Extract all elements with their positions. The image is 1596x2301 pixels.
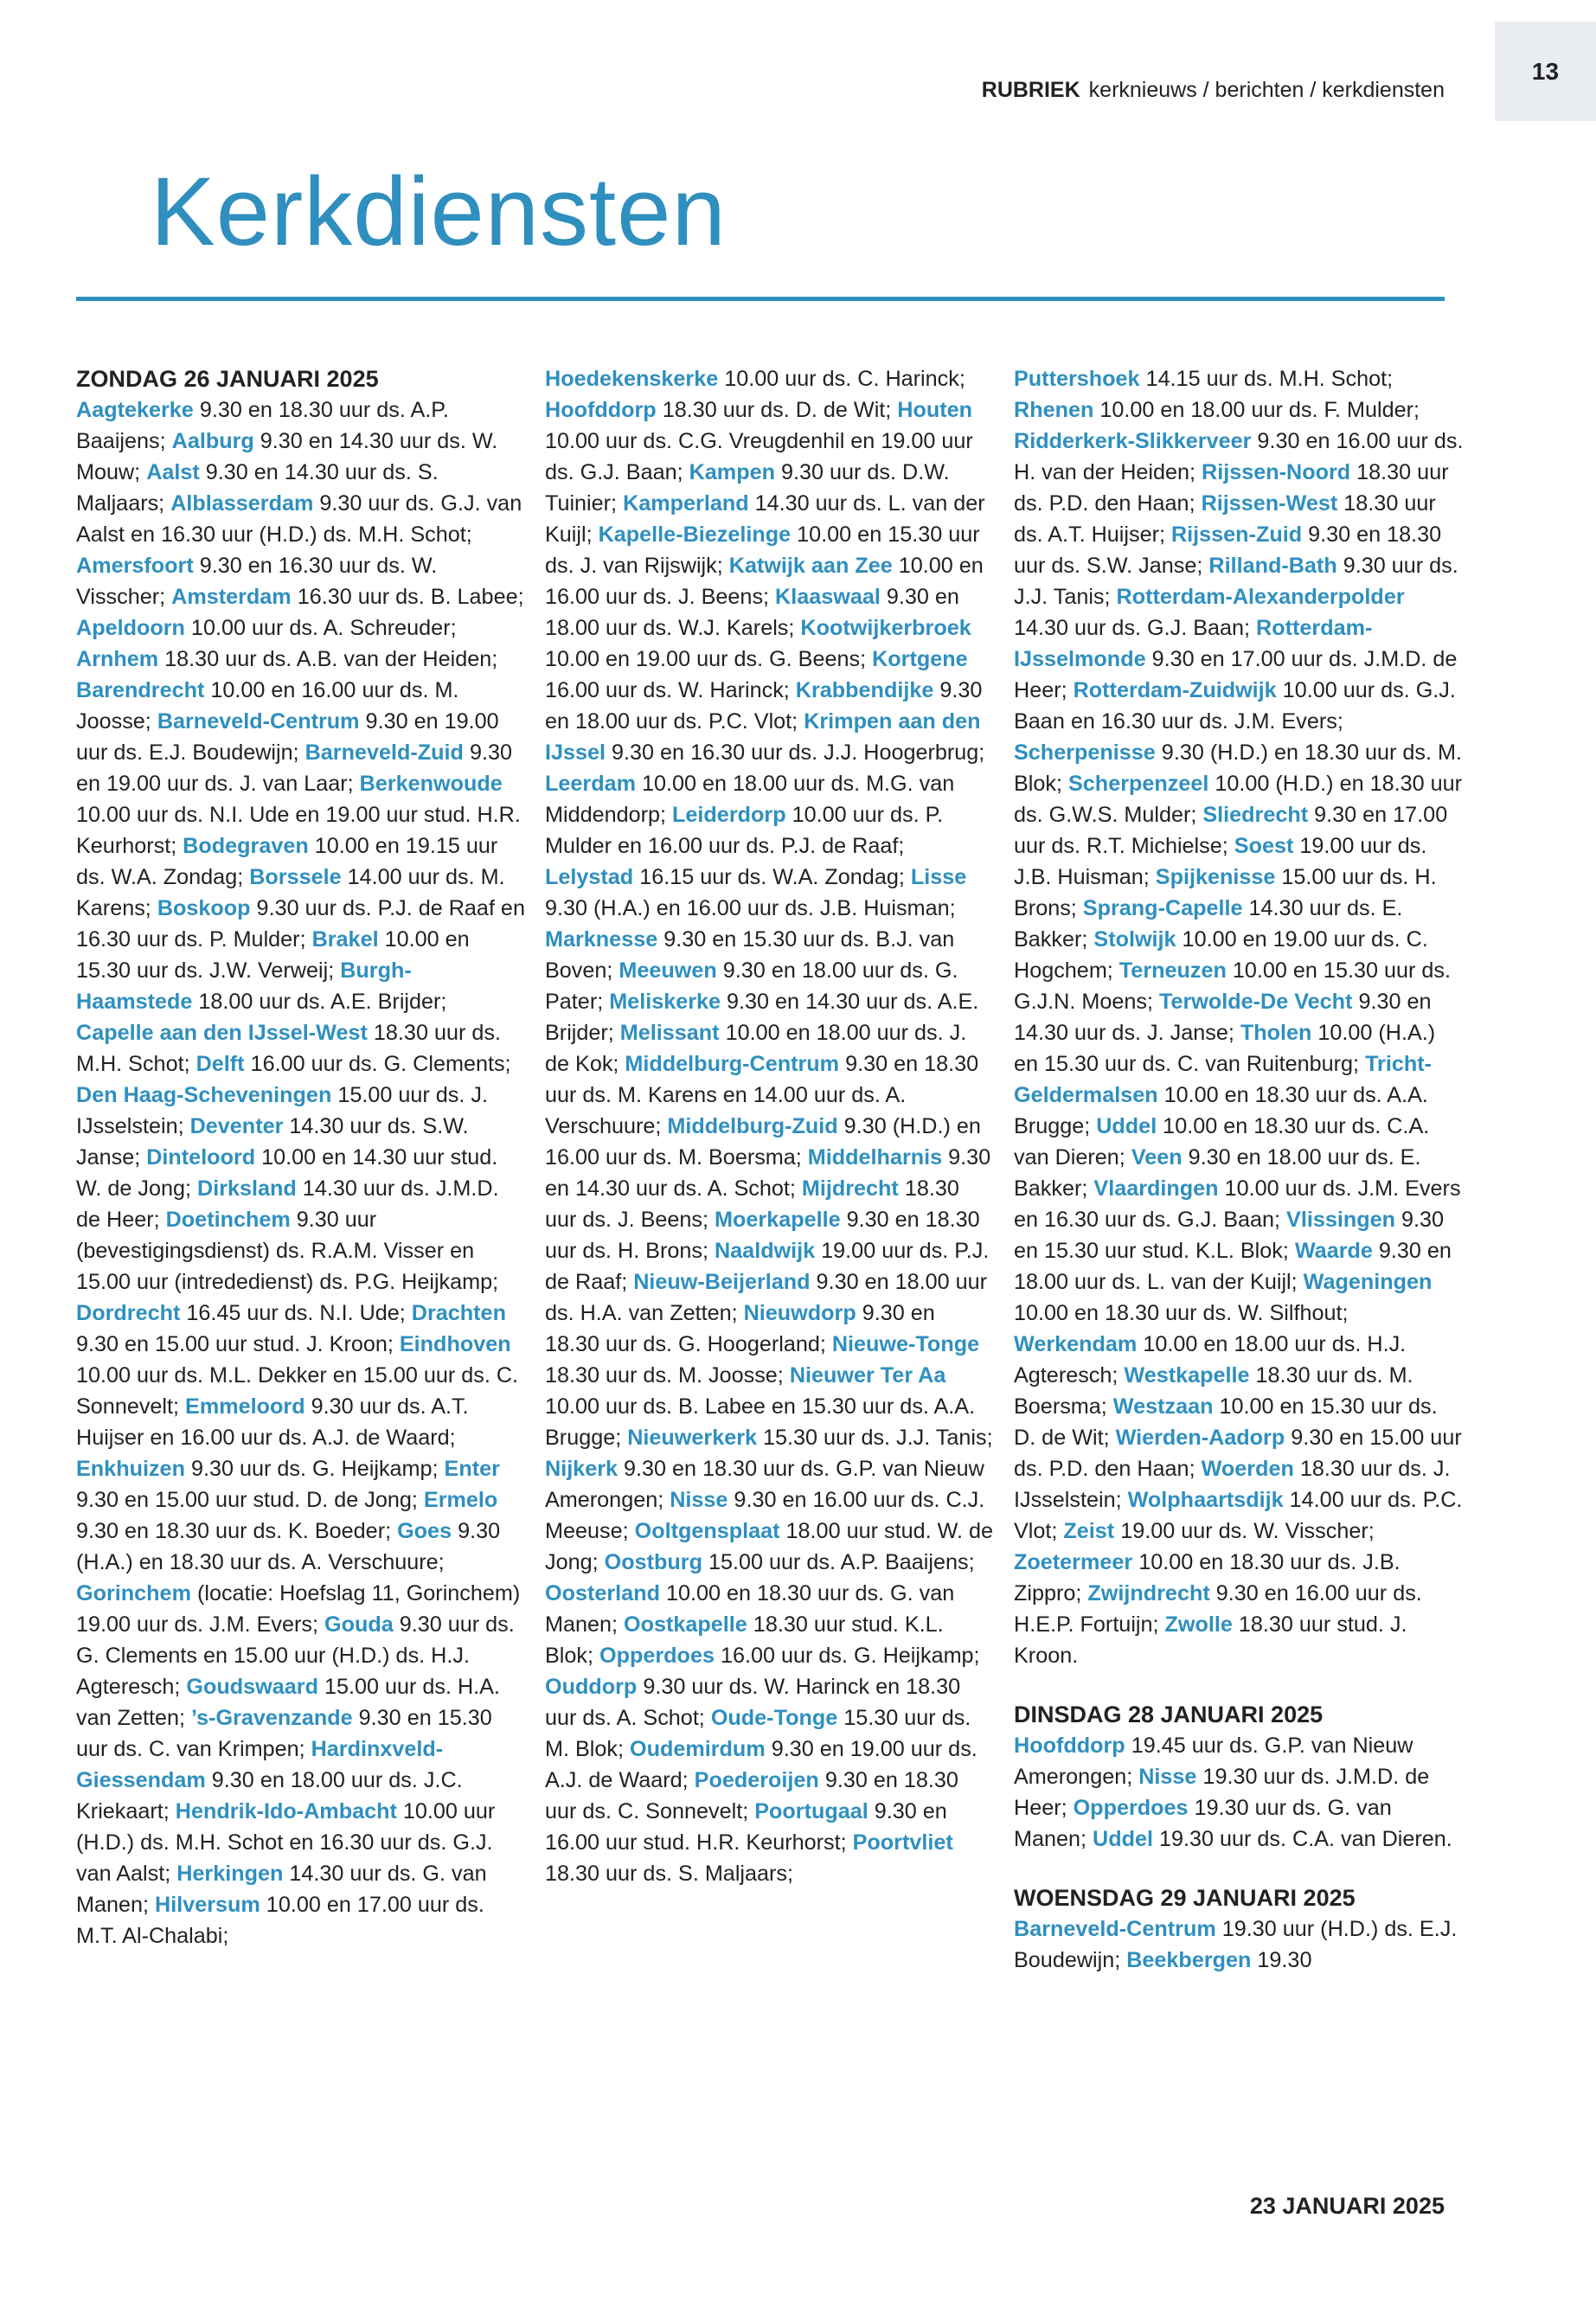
service-details: 19.30 uur ds. G. van Manen; <box>1014 1796 1392 1851</box>
church-location: Opperdoes <box>1073 1796 1189 1820</box>
church-location: Apeldoorn <box>76 616 185 640</box>
church-location: Nieuwerkerk <box>627 1426 758 1450</box>
service-details: 9.30 en 19.00 uur ds. A.J. de Waard; <box>545 1737 977 1792</box>
column-2 <box>545 363 995 1889</box>
church-location: Nieuw-Beijerland <box>633 1270 811 1294</box>
church-location: Wierden-Aadorp <box>1115 1426 1285 1450</box>
rubric-path: kerknieuws / berichten / kerkdiensten <box>1088 78 1445 102</box>
service-details: 10.00 en 18.30 uur ds. G. van Manen; <box>545 1581 955 1637</box>
church-location: Rotterdam-IJsselmonde <box>1014 616 1373 671</box>
church-location: Borssele <box>249 865 342 889</box>
service-details: 9.30 uur ds. G. Clements en 15.00 uur (H.D.) ds. H.J. Agteresch; <box>76 1612 515 1699</box>
service-details: 18.30 uur ds. S. Maljaars; <box>545 1862 793 1886</box>
church-location: Barendrecht <box>76 678 205 702</box>
service-details: 9.30 en 19.00 uur ds. J. van Laar; <box>76 740 512 796</box>
service-details: 10.00 uur ds. C. Harinck; <box>718 367 965 391</box>
service-details: 9.30 en 18.00 uur ds. E. Bakker; <box>1014 1145 1421 1201</box>
service-details: 9.30 en 14.30 uur ds. W. Mouw; <box>76 429 498 484</box>
church-location: Kapelle-Biezelinge <box>598 522 792 547</box>
church-location: Zoetermeer <box>1014 1550 1133 1574</box>
church-location: Ouddorp <box>545 1675 638 1699</box>
church-location: Westzaan <box>1112 1394 1214 1419</box>
church-location: Bodegraven <box>183 834 309 858</box>
service-details: 19.00 uur ds. J.B. Huisman; <box>1014 834 1427 889</box>
service-details: 9.30 (H.D.) en 16.00 uur ds. M. Boersma; <box>545 1114 981 1170</box>
service-entries <box>545 367 993 1886</box>
service-details: 10.00 en 18.00 uur ds. F. Mulder; <box>1093 398 1420 422</box>
church-location: Eindhoven <box>399 1332 511 1356</box>
service-details: 14.15 uur ds. M.H. Schot; <box>1139 367 1394 391</box>
service-details: 10.00 uur ds. B. Labee en 15.30 uur ds. A.A. Brugge; <box>545 1394 976 1450</box>
church-location: Wageningen <box>1303 1270 1433 1294</box>
church-location: Oostkapelle <box>624 1612 747 1637</box>
church-location: Berkenwoude <box>359 772 503 796</box>
service-details: 18.00 uur ds. A.E. Brijder; <box>192 990 447 1014</box>
church-location: Barneveld-Centrum <box>157 709 360 734</box>
service-details: 9.30 uur ds. G. Heijkamp; <box>184 1457 445 1481</box>
day-block <box>76 363 526 1952</box>
church-location: Doetinchem <box>165 1208 291 1232</box>
church-location: Tholen <box>1240 1021 1312 1045</box>
church-location: Werkendam <box>1014 1332 1138 1356</box>
service-details: 9.30 en 16.00 uur ds. H.E.P. Fortuijn; <box>1014 1581 1422 1637</box>
church-location: Middelburg-Zuid <box>667 1114 838 1138</box>
service-details: 9.30 en 14.30 uur ds. S. Maljaars; <box>76 460 439 516</box>
service-details: 18.30 uur ds. J. Beens; <box>545 1176 959 1232</box>
service-details: 9.30 uur ds. P.J. de Raaf en 16.30 uur ds. P. Mulder; <box>76 896 525 952</box>
church-location: Boskoop <box>157 896 251 920</box>
church-location: Burgh-Haamstede <box>76 958 412 1014</box>
service-details: 19.30 uur (H.D.) ds. E.J. Boudewijn; <box>1014 1917 1458 1972</box>
church-location: Kampen <box>689 460 775 484</box>
service-details: 9.30 en 16.30 uur ds. J.J. Hoogerbrug; <box>606 740 985 765</box>
service-details: 10.00 en 18.00 uur ds. M.G. van Middendorp; <box>545 772 955 827</box>
service-details: 19.00 uur ds. P.J. de Raaf; <box>545 1239 990 1294</box>
church-location: ’s-Gravenzande <box>191 1706 353 1730</box>
church-location: Katwijk aan Zee <box>728 554 893 578</box>
service-details: 14.30 uur ds. E. Bakker; <box>1014 896 1403 952</box>
service-details: 9.30 en 18.00 uur ds. G. Pater; <box>545 958 958 1014</box>
church-location: Meeuwen <box>619 958 717 983</box>
title-divider <box>76 297 1445 301</box>
church-location: Puttershoek <box>1014 367 1140 391</box>
service-details: 9.30 en 15.30 uur ds. C. van Krimpen; <box>76 1706 492 1761</box>
church-location: Nisse <box>1138 1765 1197 1789</box>
church-location: Amersfoort <box>76 554 194 578</box>
church-location: Terwolde-De Vecht <box>1158 990 1353 1014</box>
service-details: 15.30 uur ds. M. Blok; <box>545 1706 971 1761</box>
service-details: 15.00 uur ds. H. Brons; <box>1014 865 1437 920</box>
church-location: Amsterdam <box>171 585 292 609</box>
church-location: Middelburg-Centrum <box>625 1052 840 1076</box>
church-location: Aagtekerke <box>76 398 194 422</box>
service-details: 14.30 uur ds. L. van der Kuijl; <box>545 491 985 547</box>
church-location: Krimpen aan den IJssel <box>545 709 981 765</box>
service-details: 19.30 uur ds. J.M.D. de Heer; <box>1014 1765 1430 1820</box>
service-details: 10.00 uur ds. P. Mulder en 16.00 uur ds. P.J. de Raaf; <box>545 803 944 858</box>
service-details: 18.30 uur stud. J. Kroon. <box>1014 1612 1407 1668</box>
service-details: 9.30 en 18.30 uur ds. G. Hoogerland; <box>545 1301 935 1356</box>
service-entries <box>1014 1917 1457 1972</box>
service-details: 10.00 uur ds. J.M. Evers en 16.30 uur ds. G.J. Baan; <box>1014 1176 1461 1232</box>
service-details: 10.00 en 18.30 uur ds. A.A. Brugge; <box>1014 1083 1428 1138</box>
church-location: Emmeloord <box>185 1394 305 1419</box>
church-location: Soest <box>1234 834 1294 858</box>
service-details: 18.00 uur stud. W. de Jong; <box>545 1519 993 1574</box>
service-details: 9.30 uur (bevestigingsdienst) ds. R.A.M. Visser en 15.00 uur (intrededienst) ds. P.G. Heijkamp; <box>76 1208 499 1294</box>
church-location: Waarde <box>1294 1239 1373 1263</box>
service-details: 10.00 en 19.00 uur ds. C. Hogchem; <box>1014 927 1428 983</box>
service-details: 9.30 en 15.00 uur stud. D. de Jong; <box>76 1488 424 1512</box>
service-details: 9.30 en 15.00 uur stud. J. Kroon; <box>76 1332 400 1356</box>
church-location: Oude-Tonge <box>710 1706 838 1730</box>
church-location: Uddel <box>1093 1827 1153 1851</box>
day-heading: WOENSDAG 29 JANUARI 2025 <box>1014 1885 1356 1911</box>
service-details: 18.30 uur ds. A.T. Huijser; <box>1014 491 1436 547</box>
service-entries <box>1014 1734 1452 1851</box>
church-location: Rilland-Bath <box>1208 554 1337 578</box>
church-location: Melissant <box>619 1021 720 1045</box>
church-location: Den Haag-Scheveningen <box>76 1083 332 1107</box>
service-details: 18.30 uur ds. M. Joosse; <box>545 1363 790 1388</box>
church-location: Wolphaartsdijk <box>1127 1488 1284 1512</box>
service-details: 9.30 en 18.00 uur ds. J.C. Kriekaart; <box>76 1768 463 1823</box>
service-details: 9.30 en 18.30 uur ds. K. Boeder; <box>76 1519 398 1543</box>
service-details: 10.00 uur (H.D.) ds. M.H. Schot en 16.30 uur ds. G.J. van Aalst; <box>76 1799 496 1886</box>
church-location: Deventer <box>189 1114 284 1138</box>
church-location: Nieuwdorp <box>743 1301 856 1325</box>
church-location: Arnhem <box>76 647 159 671</box>
service-details: 9.30 en 18.30 uur ds. G.P. van Nieuw Amerongen; <box>545 1457 984 1512</box>
service-details: 10.00 en 18.30 uur ds. W. Silfhout; <box>1014 1301 1349 1325</box>
day-block-continued <box>545 363 995 1889</box>
service-details: 10.00 (H.A.) en 15.30 uur ds. C. van Ruitenburg; <box>1014 1021 1436 1076</box>
service-details: 10.00 en 15.30 uur ds. J. van Rijswijk; <box>545 522 980 578</box>
church-location: Leiderdorp <box>672 803 786 827</box>
service-details: 9.30 en 18.00 uur ds. H.A. van Zetten; <box>545 1270 988 1325</box>
service-details: 10.00 en 15.30 uur ds. J.W. Verweij; <box>76 927 470 983</box>
service-details: 19.45 uur ds. G.P. van Nieuw Amerongen; <box>1014 1734 1413 1789</box>
church-location: Aalburg <box>171 429 254 453</box>
church-location: Hendrik-Ido-Ambacht <box>175 1799 397 1823</box>
service-details: 9.30 en 18.00 uur ds. W.J. Karels; <box>545 585 959 640</box>
church-location: Scherpenzeel <box>1068 772 1209 796</box>
service-details: 15.30 uur ds. J.J. Tanis; <box>757 1426 993 1450</box>
church-location: Zwijndrecht <box>1087 1581 1210 1606</box>
church-location: Middelharnis <box>807 1145 943 1170</box>
service-details: 14.30 uur ds. G. van Manen; <box>76 1862 487 1917</box>
service-details: 10.00 (H.D.) en 18.30 uur ds. G.W.S. Mulder; <box>1014 772 1463 827</box>
page-number: 13 <box>1495 22 1596 121</box>
church-location: Woerden <box>1201 1457 1294 1481</box>
service-details: 9.30 en 19.00 uur ds. E.J. Boudewijn; <box>76 709 499 765</box>
service-details: 10.00 en 18.30 uur ds. C.A. van Dieren; <box>1014 1114 1430 1170</box>
column-1 <box>76 363 526 1952</box>
church-location: Hardinxveld-Giessendam <box>76 1737 444 1792</box>
service-details: 9.30 en 15.30 uur stud. K.L. Blok; <box>1014 1208 1445 1263</box>
service-details: 9.30 uur ds. A.T. Huijser en 16.00 uur ds. A.J. de Waard; <box>76 1394 469 1450</box>
church-location: Sprang-Capelle <box>1082 896 1243 920</box>
church-location: Houten <box>897 398 973 422</box>
service-details: 10.00 uur ds. N.I. Ude en 19.00 uur stud. H.R. Keurhorst; <box>76 803 521 858</box>
church-location: Kootwijkerbroek <box>800 616 971 640</box>
church-location: Alblasserdam <box>170 491 314 516</box>
service-details: 14.00 uur ds. P.C. Vlot; <box>1014 1488 1463 1543</box>
church-location: Herkingen <box>176 1862 284 1886</box>
service-details: 18.30 uur stud. K.L. Blok; <box>545 1612 944 1668</box>
church-location: Poortugaal <box>754 1799 869 1823</box>
service-details: 9.30 en 16.00 uur ds. C.J. Meeuse; <box>545 1488 985 1543</box>
church-location: Sliedrecht <box>1202 803 1309 827</box>
church-location: Barneveld-Centrum <box>1014 1917 1216 1941</box>
service-details: 18.30 uur ds. M. Boersma; <box>1014 1363 1413 1419</box>
service-details: 10.00 en 17.00 uur ds. M.T. Al-Chalabi; <box>76 1893 484 1948</box>
church-location: Vlaardingen <box>1093 1176 1219 1201</box>
service-details: 18.30 uur ds. P.D. den Haan; <box>1014 460 1449 516</box>
rubric-header <box>982 78 1445 103</box>
service-details: 16.00 uur ds. G. Clements; <box>244 1052 511 1076</box>
service-details: 9.30 uur ds. J.J. Tanis; <box>1014 554 1458 609</box>
church-location: Rotterdam-Zuidwijk <box>1073 678 1277 702</box>
church-location: Hilversum <box>155 1893 260 1917</box>
church-location: Hoofddorp <box>1014 1734 1125 1758</box>
church-location: Delft <box>195 1052 245 1076</box>
church-location: Leerdam <box>545 772 636 796</box>
service-details: 15.00 uur ds. J. IJsselstein; <box>76 1083 488 1138</box>
day-heading: DINSDAG 28 JANUARI 2025 <box>1014 1702 1324 1727</box>
day-block <box>1014 1882 1464 1976</box>
service-details: 10.00 en 14.30 uur stud. W. de Jong; <box>76 1145 498 1201</box>
service-details: 10.00 en 18.00 uur ds. J. de Kok; <box>545 1021 967 1076</box>
service-details: 10.00 en 16.00 uur ds. M. Joosse; <box>76 678 459 734</box>
service-details: 9.30 en 15.30 uur ds. B.J. van Boven; <box>545 927 955 983</box>
church-location: Nieuwe-Tonge <box>831 1332 980 1356</box>
service-details: 18.30 uur ds. D. de Wit; <box>656 398 898 422</box>
column-3 <box>1014 363 1464 1976</box>
church-location: Lelystad <box>545 865 634 889</box>
service-details: 16.00 uur ds. W. Harinck; <box>545 678 796 702</box>
service-details: 9.30 en 18.30 uur ds. A.P. Baaijens; <box>76 398 449 453</box>
church-location: Nieuwer Ter Aa <box>789 1363 946 1388</box>
church-location: Dordrecht <box>76 1301 181 1325</box>
service-entries <box>1014 367 1464 1668</box>
church-location: Nisse <box>670 1488 728 1512</box>
church-location: Uddel <box>1096 1114 1157 1138</box>
church-location: Oosterland <box>545 1581 660 1606</box>
service-details: 10.00 en 15.30 uur ds. G.J.N. Moens; <box>1014 958 1451 1014</box>
service-details: 9.30 en 18.30 uur ds. S.W. Janse; <box>1014 522 1442 578</box>
church-location: Tricht-Geldermalsen <box>1014 1052 1433 1107</box>
church-location: Marknesse <box>545 927 658 952</box>
church-location: Ooltgensplaat <box>634 1519 780 1543</box>
service-details: 9.30 uur ds. G.J. van Aalst en 16.30 uur (H.D.) ds. M.H. Schot; <box>76 491 522 547</box>
church-location: Kortgene <box>872 647 968 671</box>
church-location: Poortvliet <box>852 1830 953 1855</box>
church-location: Spijkenisse <box>1155 865 1276 889</box>
service-details: 9.30 en 18.00 uur ds. L. van der Kuijl; <box>1014 1239 1452 1294</box>
church-location: Ridderkerk-Slikkerveer <box>1014 429 1252 453</box>
church-location: Terneuzen <box>1118 958 1227 983</box>
church-location: Moerkapelle <box>715 1208 841 1232</box>
church-location: Barneveld-Zuid <box>304 740 464 765</box>
church-location: Stolwijk <box>1093 927 1176 952</box>
day-heading: ZONDAG 26 JANUARI 2025 <box>76 366 379 392</box>
church-location: Gorinchem <box>76 1581 191 1606</box>
church-location: Enter <box>444 1457 500 1481</box>
service-details: 10.00 en 18.30 uur ds. J.B. Zippro; <box>1014 1550 1401 1606</box>
service-details: 9.30 uur ds. W. Harinck en 18.30 uur ds. A. Schot; <box>545 1675 961 1730</box>
service-details: 10.00 uur ds. M.L. Dekker en 15.00 uur ds. C. Sonnevelt; <box>76 1363 519 1419</box>
service-details: 9.30 en 18.30 uur ds. C. Sonnevelt; <box>545 1768 958 1823</box>
service-details: 15.00 uur ds. A.P. Baaijens; <box>702 1550 975 1574</box>
service-details: 18.30 uur ds. J. IJsselstein; <box>1014 1457 1451 1512</box>
service-details: 9.30 en 15.00 uur ds. P.D. den Haan; <box>1014 1426 1462 1481</box>
church-location: Enkhuizen <box>76 1457 185 1481</box>
service-details: 9.30 en 16.00 uur ds. H. van der Heiden; <box>1014 429 1464 484</box>
service-details: 9.30 uur ds. D.W. Tuinier; <box>545 460 950 516</box>
church-location: Goes <box>397 1519 452 1543</box>
day-block <box>1014 1699 1464 1855</box>
service-details: 9.30 (H.D.) en 18.30 uur ds. M. Blok; <box>1014 740 1462 796</box>
church-location: Krabbendijke <box>795 678 934 702</box>
service-details: 14.00 uur ds. M. Karens; <box>76 865 505 920</box>
church-location: Mijdrecht <box>801 1176 899 1201</box>
church-location: Oostburg <box>604 1550 702 1574</box>
service-details: (locatie: Hoefslag 11, Gorinchem) 19.00 uur ds. J.M. Evers; <box>76 1581 521 1637</box>
church-location: Dinteloord <box>146 1145 256 1170</box>
service-details: 10.00 uur ds. A. Schreuder; <box>184 616 457 640</box>
service-details: 10.00 uur ds. G.J. Baan en 16.30 uur ds. J.M. Evers; <box>1014 678 1456 734</box>
day-block-continued <box>1014 363 1464 1671</box>
service-details: 10.00 en 19.00 uur ds. G. Beens; <box>545 647 873 671</box>
church-location: Ermelo <box>423 1488 498 1512</box>
church-location: Drachten <box>411 1301 506 1325</box>
church-location: Zeist <box>1063 1519 1115 1543</box>
church-location: Kamperland <box>623 491 749 516</box>
church-location: Aalst <box>146 460 200 484</box>
church-location: Goudswaard <box>186 1675 318 1699</box>
church-location: Nijkerk <box>545 1457 619 1481</box>
church-location: Rijssen-West <box>1201 491 1338 516</box>
service-details: 9.30 en 18.00 uur ds. P.C. Vlot; <box>545 678 983 734</box>
service-details: 9.30 en 17.00 uur ds. J.M.D. de Heer; <box>1014 647 1458 702</box>
church-location: Veen <box>1131 1145 1183 1170</box>
service-details: 16.15 uur ds. W.A. Zondag; <box>633 865 911 889</box>
church-location: Rijssen-Zuid <box>1170 522 1303 547</box>
service-details: 10.00 en 16.00 uur ds. J. Beens; <box>545 554 984 609</box>
service-details: 9.30 en 14.30 uur ds. J. Janse; <box>1014 990 1432 1045</box>
service-details: 9.30 en 18.30 uur ds. H. Brons; <box>545 1208 980 1263</box>
church-location: Rotterdam-Alexanderpolder <box>1116 585 1405 609</box>
church-location: Zwolle <box>1164 1612 1233 1637</box>
service-details: 10.00 uur ds. C.G. Vreugdenhil en 19.00 uur ds. G.J. Baan; <box>545 429 973 484</box>
church-location: Scherpenisse <box>1014 740 1156 765</box>
service-details: 10.00 en 15.30 uur ds. D. de Wit; <box>1014 1394 1438 1450</box>
service-entries <box>76 398 525 1948</box>
church-location: Capelle aan den IJssel-West <box>76 1021 368 1045</box>
service-details: 14.30 uur ds. G.J. Baan; <box>1014 616 1257 640</box>
church-location: Dirksland <box>197 1176 297 1201</box>
service-details: 18.30 uur ds. M.H. Schot; <box>76 1021 501 1076</box>
church-location: Naaldwijk <box>714 1239 816 1263</box>
rubric-label: RUBRIEK <box>981 78 1080 102</box>
church-location: Gouda <box>324 1612 394 1637</box>
church-location: Rijssen-Noord <box>1202 460 1351 484</box>
service-details: 9.30 (H.A.) en 16.00 uur ds. J.B. Huisman; <box>545 896 956 920</box>
church-location: Oudemirdum <box>629 1737 766 1761</box>
service-details: 18.30 uur ds. A.B. van der Heiden; <box>158 647 498 671</box>
church-location: Meliskerke <box>609 990 721 1014</box>
service-details: 16.00 uur ds. G. Heijkamp; <box>714 1644 980 1668</box>
church-location: Rhenen <box>1014 398 1094 422</box>
service-details: 16.30 uur ds. B. Labee; <box>291 585 524 609</box>
service-details: 19.30 <box>1251 1948 1312 1972</box>
service-details: 16.45 uur ds. N.I. Ude; <box>180 1301 412 1325</box>
service-details: 9.30 en 16.00 uur stud. H.R. Keurhorst; <box>545 1799 947 1855</box>
page-title: Kerkdiensten <box>151 157 727 266</box>
service-details: 9.30 (H.A.) en 18.30 uur ds. A. Verschuure; <box>76 1519 501 1574</box>
service-details: 14.30 uur ds. J.M.D. de Heer; <box>76 1176 499 1232</box>
church-location: Lisse <box>910 865 967 889</box>
church-location: Brakel <box>311 927 379 952</box>
service-details: 9.30 en 14.30 uur ds. A. Schot; <box>545 1145 991 1201</box>
church-location: Beekbergen <box>1126 1948 1252 1972</box>
church-location: Opperdoes <box>599 1644 715 1668</box>
service-details: 15.00 uur ds. H.A. van Zetten; <box>76 1675 500 1730</box>
service-details: 10.00 en 19.15 uur ds. W.A. Zondag; <box>76 834 498 889</box>
church-location: Vlissingen <box>1286 1208 1396 1232</box>
church-location: Hoofddorp <box>545 398 657 422</box>
church-location: Klaaswaal <box>775 585 881 609</box>
service-details: 9.30 en 14.30 uur ds. A.E. Brijder; <box>545 990 979 1045</box>
church-location: Poederoijen <box>694 1768 819 1792</box>
church-location: Hoedekenskerke <box>545 367 719 391</box>
service-details: 9.30 en 18.30 uur ds. M. Karens en 14.00 uur ds. A. Verschuure; <box>545 1052 979 1138</box>
service-details: 9.30 en 17.00 uur ds. R.T. Michielse; <box>1014 803 1448 858</box>
footer-date: 23 JANUARI 2025 <box>1249 2193 1445 2219</box>
service-details: 19.00 uur ds. W. Visscher; <box>1114 1519 1375 1543</box>
church-location: Westkapelle <box>1124 1363 1250 1388</box>
service-details: 9.30 en 16.30 uur ds. W. Visscher; <box>76 554 438 609</box>
service-details: 10.00 en 18.00 uur ds. H.J. Agteresch; <box>1014 1332 1407 1388</box>
service-details: 14.30 uur ds. S.W. Janse; <box>76 1114 469 1170</box>
service-details: 19.30 uur ds. C.A. van Dieren. <box>1152 1827 1452 1851</box>
